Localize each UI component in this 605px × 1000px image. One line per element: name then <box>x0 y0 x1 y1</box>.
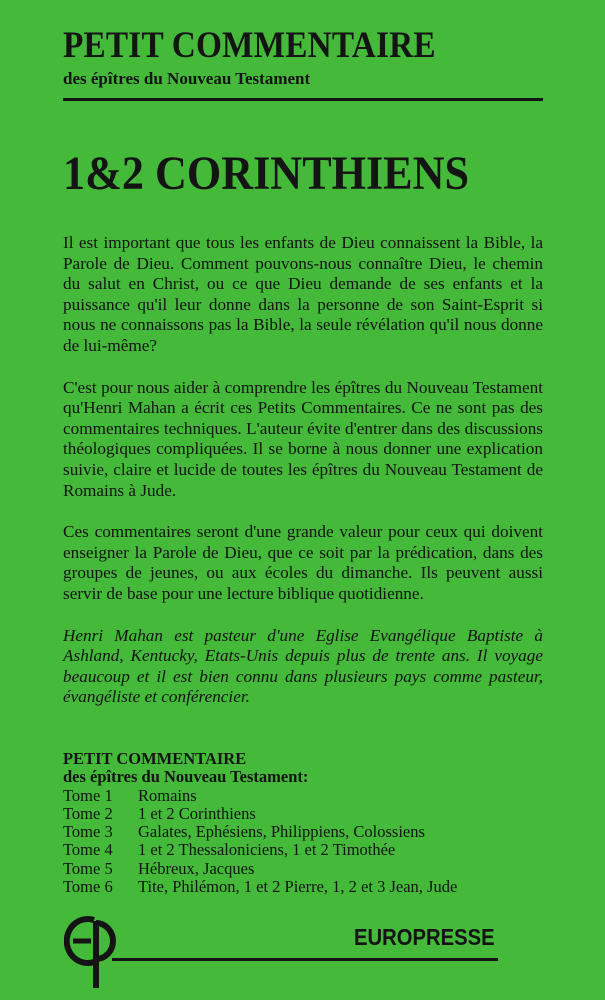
volume-row <box>63 787 543 805</box>
book-title: 1&2 CORINTHIENS <box>63 147 470 200</box>
volume-row <box>63 805 543 823</box>
paragraph-3: Ces commentaires seront d'une grande valeur pour ceux qui doivent enseigner la Parole de Dieu, que ce soit par la prédication, dans des groupes de jeunes, ou aux écoles du dimanche. Ils peuvent aussi servir de base pour une lecture biblique quotidienne. <box>63 522 543 603</box>
volume-content: 1 et 2 Corinthiens <box>138 803 256 823</box>
volume-number: Tome 6 <box>63 877 113 897</box>
series-subtitle: des épîtres du Nouveau Testament <box>63 69 311 88</box>
volume-content: Hébreux, Jacques <box>138 858 255 878</box>
volume-content: Tite, Philémon, 1 et 2 Pierre, 1, 2 et 3 Jean, Jude <box>138 877 458 897</box>
volume-content: Galates, Ephésiens, Philippiens, Colossiens <box>138 822 425 842</box>
paragraph-1: Il est important que tous les enfants de Dieu connaissent la Bible, la Parole de Dieu. Comment pouvons-nous connaître Dieu, le chemin du salut en Christ, ou ce que Dieu demande de ses enfants et la puissance qu'il leur donne dans la personne de son Saint-Esprit si nous ne connaissons pas la Bible, la seule révélation qu'il nous donne de lui-même? <box>63 233 543 355</box>
volume-number: Tome 5 <box>63 858 113 878</box>
volume-row <box>63 860 543 878</box>
ep-logo-icon <box>64 910 134 997</box>
volume-number: Tome 2 <box>63 803 113 823</box>
series-list <box>63 750 543 896</box>
paragraph-2: C'est pour nous aider à comprendre les épîtres du Nouveau Testament qu'Henri Mahan a écrit ces Petits Commentaires. Ce ne sont pas des commentaires techniques. L'auteur évite d'entrer dans des discussions théologiques compliquées. Il se borne à nous donner une explication suivie, claire et lucide de toutes les épîtres du Nouveau Testament de Romains à Jude. <box>63 377 543 500</box>
publisher-divider <box>112 958 498 961</box>
volume-row <box>63 841 543 859</box>
header-divider <box>63 98 543 101</box>
volume-row <box>63 823 543 841</box>
volume-number: Tome 3 <box>63 822 113 842</box>
publisher-name: EUROPRESSE <box>354 924 495 950</box>
series-list-subheading: des épîtres du Nouveau Testament: <box>63 767 309 787</box>
description-text <box>63 233 543 729</box>
volume-content: 1 et 2 Thessaloniciens, 1 et 2 Timothée <box>138 840 396 860</box>
volume-number: Tome 1 <box>63 785 113 805</box>
volume-content: Romains <box>138 785 197 805</box>
series-title: PETIT COMMENTAIRE <box>63 25 436 66</box>
series-list-heading: PETIT COMMENTAIRE <box>63 749 247 768</box>
author-bio: Henri Mahan est pasteur d'une Eglise Evangélique Baptiste à Ashland, Kentucky, Etats-Unis depuis plus de trente ans. Il voyage beaucoup et il est bien connu dans plusieurs pays comme pasteur, évangéliste et conférencier. <box>63 625 543 707</box>
volume-row <box>63 878 543 896</box>
volume-number: Tome 4 <box>63 840 113 860</box>
